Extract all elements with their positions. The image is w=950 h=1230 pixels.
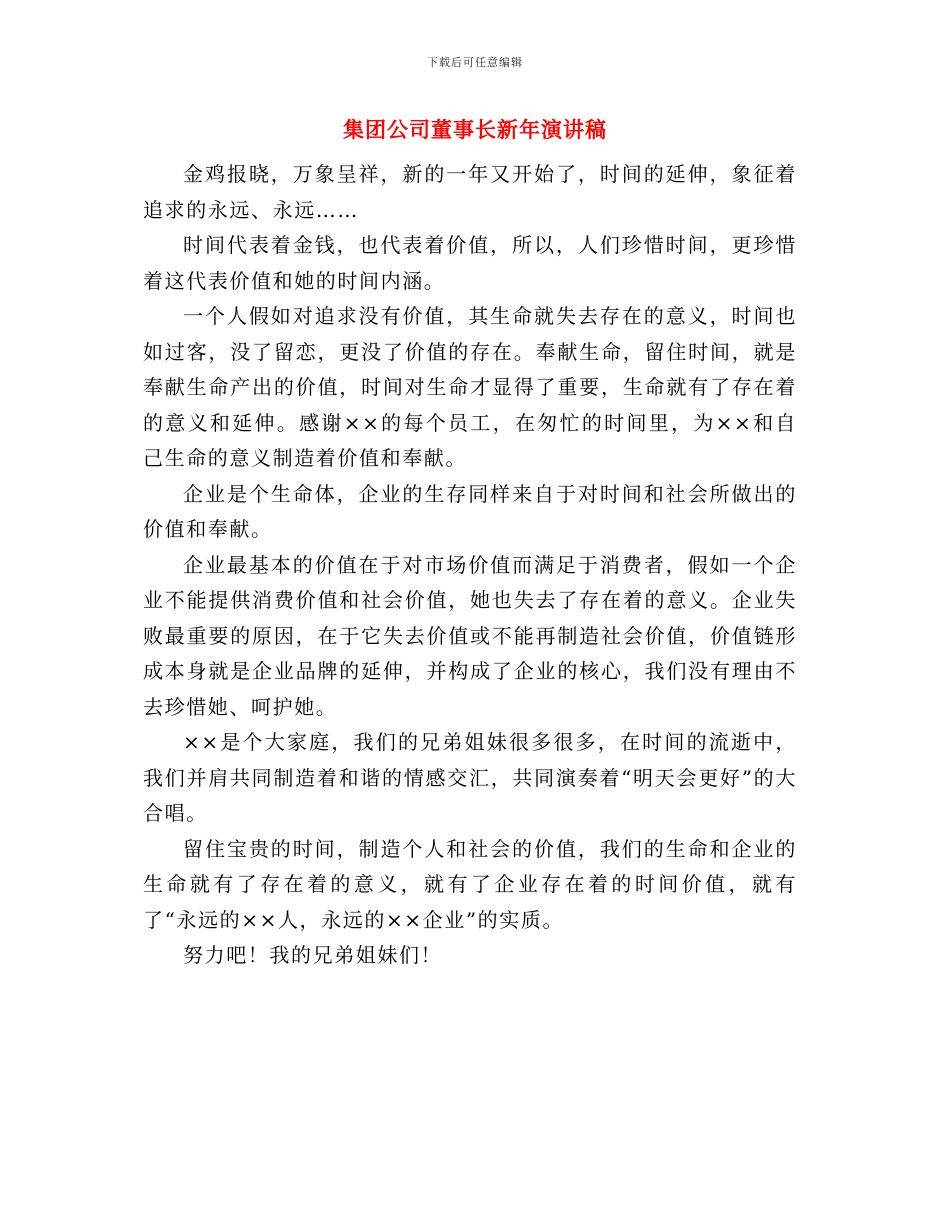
paragraph: 企业是个生命体，企业的生存同样来自于对时间和社会所做出的价值和奉献。 (143, 481, 797, 541)
header-note: 下载后可任意编辑 (427, 56, 523, 69)
paragraph: 一个人假如对追求没有价值，其生命就失去存在的意义，时间也如过客，没了留恋，更没了价值的存在。奉献生命，留住时间，就是奉献生命产出的价值，时间对生命才显得了重要，生命就有了存在着的意义和延伸。感谢××的每个员工，在匆忙的时间里，为××和自己生命的意义制造着价值和奉献。 (143, 304, 797, 470)
paragraph: 金鸡报晓，万象呈祥，新的一年又开始了，时间的延伸，象征着追求的永远、永远…… (143, 162, 797, 222)
document-title: 集团公司董事长新年演讲稿 (343, 117, 607, 142)
paragraph: 留住宝贵的时间，制造个人和社会的价值，我们的生命和企业的生命就有了存在着的意义，就有了企业存在着的时间价值，就有了“永远的××人，永远的××企业”的实质。 (143, 836, 797, 932)
document-body (143, 157, 797, 974)
paragraph: 时间代表着金钱，也代表着价值，所以，人们珍惜时间，更珍惜着这代表价值和她的时间内涵。 (143, 233, 797, 293)
paragraph: 企业最基本的价值在于对市场价值而满足于消费者，假如一个企业不能提供消费价值和社会价值，她也失去了存在着的意义。企业失败最重要的原因，在于它失去价值或不能再制造社会价值，价值链形成本身就是企业品牌的延伸，并构成了企业的核心，我们没有理由不去珍惜她、呵护她。 (143, 552, 797, 719)
paragraph: ××是个大家庭，我们的兄弟姐妹很多很多，在时间的流逝中，我们并肩共同制造着和谐的情感交汇，共同演奏着“明天会更好”的大合唱。 (143, 730, 797, 825)
paragraph: 努力吧！我的兄弟姐妹们！ (183, 943, 443, 967)
